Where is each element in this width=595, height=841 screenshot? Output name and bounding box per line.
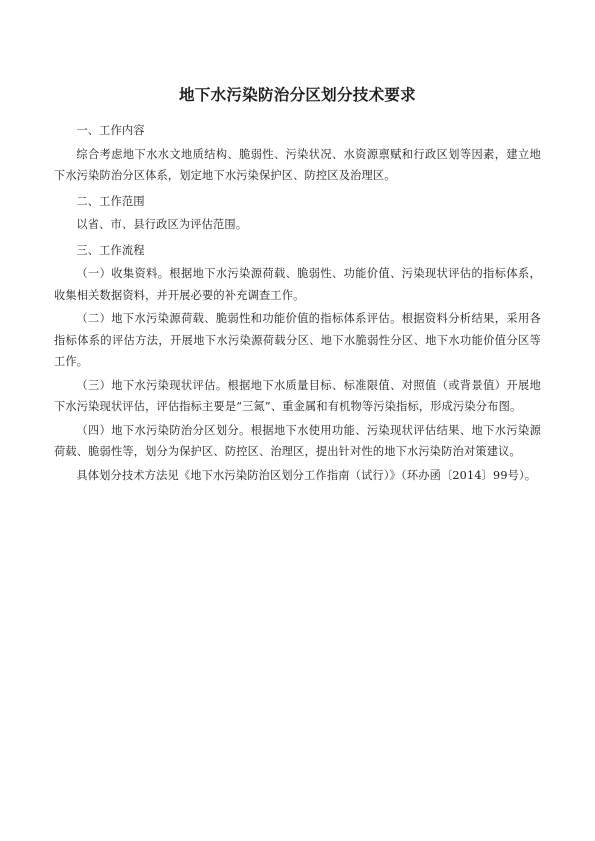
section-heading-work-scope: 二、工作范围 — [76, 194, 145, 208]
paragraph: （四）地下水污染防治分区划分。根据地下水使用功能、污染现状评估结果、地下水污染源荷载、脆弱性等，划分为保护区、防控区、治理区，提出针对性的地下水污染防治对策建议。 — [54, 423, 541, 458]
document-title: 地下水污染防治分区划分技术要求 — [178, 86, 416, 104]
paragraph: （一）收集资料。根据地下水污染源荷载、脆弱性、功能价值、污染现状评估的指标体系，收集相关数据资料，并开展必要的补充调查工作。 — [54, 267, 541, 302]
paragraph: （二）地下水污染源荷载、脆弱性和功能价值的指标体系评估。根据资料分析结果，采用各指标体系的评估方法，开展地下水污染源荷载分区、地下水脆弱性分区、地下水功能价值分区等工作。 — [54, 312, 541, 368]
document-body — [54, 118, 541, 488]
paragraph: 具体划分技术方法见《地下水污染防治区划分工作指南（试行）》（环办函〔2014〕99号）。 — [76, 468, 537, 482]
paragraph: （三）地下水污染现状评估。根据地下水质量目标、标准限值、对照值（或背景值）开展地下水污染现状评估，评估指标主要是“三氮”、重金属和有机物等污染指标，形成污染分布图。 — [54, 378, 541, 413]
section-heading-work-content: 一、工作内容 — [76, 124, 145, 137]
paragraph: 综合考虑地下水水文地质结构、脆弱性、污染状况、水资源禀赋和行政区划等因素，建立地下水污染防治分区体系，划定地下水污染保护区、防控区及治理区。 — [54, 147, 541, 182]
paragraph: 以省、市、县行政区为评估范围。 — [76, 218, 248, 231]
section-heading-workflow: 三、工作流程 — [76, 243, 145, 257]
